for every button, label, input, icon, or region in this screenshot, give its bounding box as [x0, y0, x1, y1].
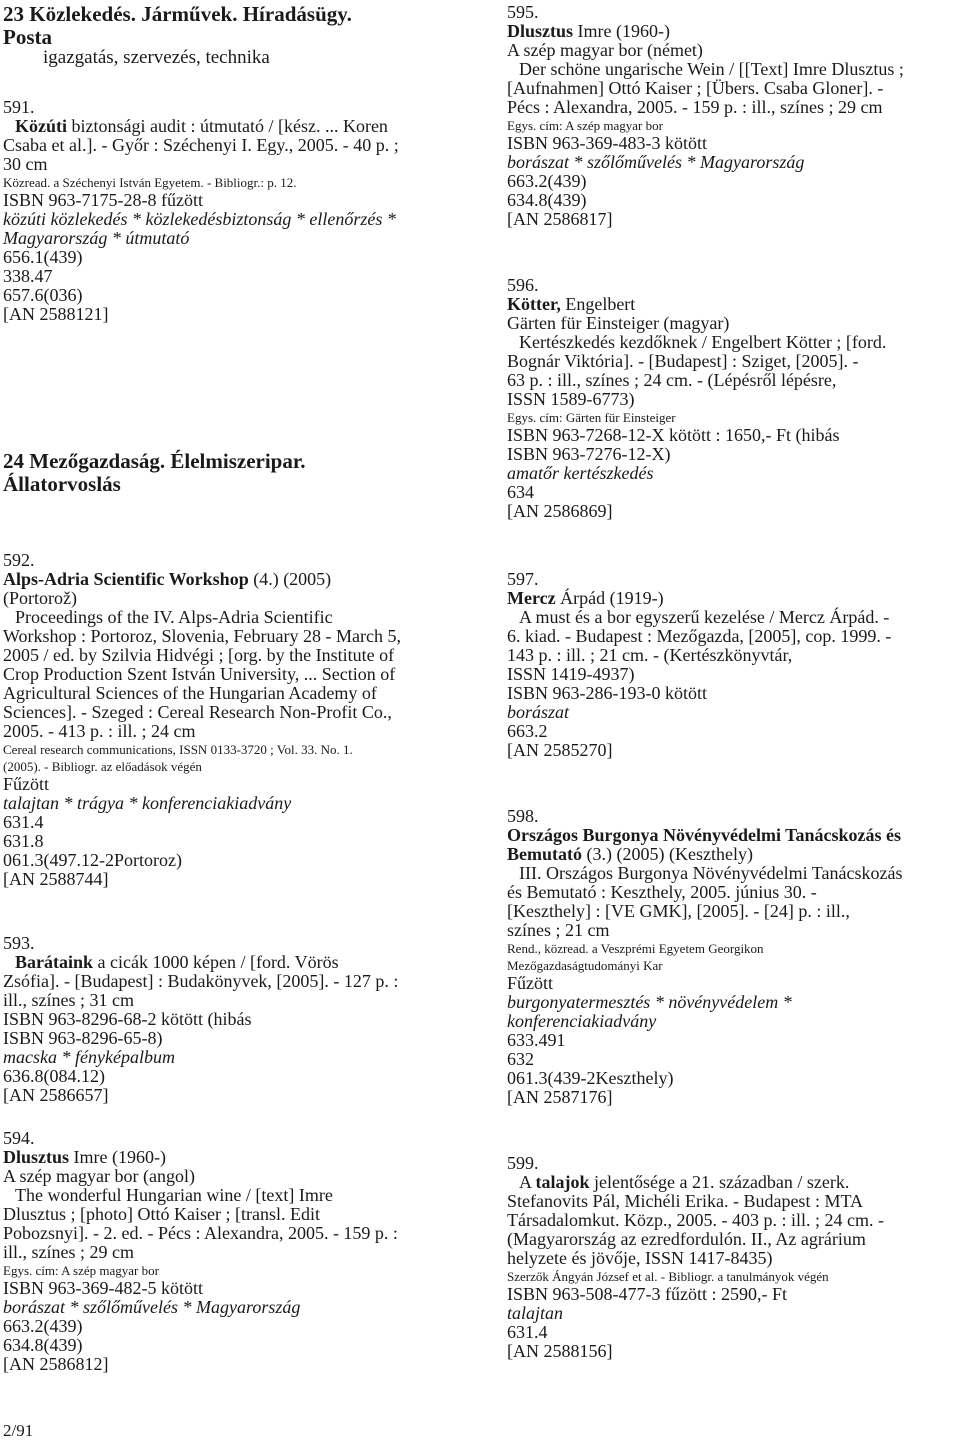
page-number: 2/91	[3, 1421, 34, 1440]
section-23-subtitle: igazgatás, szervezés, technika	[43, 47, 270, 68]
entry-isbn: ISBN 963-8296-68-2 kötött (hibás	[3, 1009, 252, 1029]
entry-udc: 634.8(439)	[507, 190, 587, 210]
entry-udc: 061.3(497.12-2Portoroz)	[3, 850, 182, 870]
entry-heading: Bemutató	[507, 844, 582, 864]
entry-udc: 663.2(439)	[507, 171, 587, 191]
entry-line: Proceedings of the IV. Alps-Adria Scientific	[15, 607, 333, 627]
entry-note: Egys. cím: A szép magyar bor	[3, 1263, 159, 1278]
entry-an: [AN 2585270]	[507, 740, 613, 760]
entry-udc: 634.8(439)	[3, 1335, 83, 1355]
entry-note: (2005). - Bibliogr. az előadások végén	[3, 759, 202, 774]
entry-udc: 663.2	[507, 721, 548, 741]
entry-line: és Bemutató : Keszthely, 2005. június 30. -	[507, 882, 817, 902]
entry-line: 2005. - 413 p. : ill. ; 24 cm	[3, 721, 196, 741]
entry-isbn: ISBN 963-7268-12-X kötött : 1650,- Ft (hibás	[507, 425, 840, 445]
entry-heading: Országos Burgonya Növényvédelmi Tanácskozás és	[507, 825, 902, 845]
entry-line: 63 p. : ill., színes ; 24 cm. - (Lépésről lépésre,	[507, 370, 837, 390]
entry-title-line: Dlusztus Imre (1960-)	[507, 21, 670, 41]
entry-udc: 632	[507, 1049, 534, 1069]
entry-an: [AN 2588744]	[3, 869, 109, 889]
entry-line: A szép magyar bor (angol)	[3, 1166, 195, 1186]
entry-line: Agricultural Sciences of the Hungarian Academy of	[3, 683, 377, 703]
entry-udc: 061.3(439-2Keszthely)	[507, 1068, 674, 1088]
entry-line: Csaba et al.]. - Győr : Széchenyi I. Egy., 2005. - 40 p. ;	[3, 135, 399, 155]
entry-line: Társadalomkut. Közp., 2005. - 403 p. : ill. ; 24 cm. -	[507, 1210, 884, 1230]
entry-line: ISSN 1419-4937)	[507, 664, 635, 684]
entry-598	[507, 807, 960, 1107]
entry-an: [AN 2587176]	[507, 1087, 613, 1107]
entry-592	[3, 551, 458, 889]
entry-isbn: ISBN 963-508-477-3 fűzött : 2590,- Ft	[507, 1284, 787, 1304]
entry-title-line: Kötter, Engelbert	[507, 294, 636, 314]
entry-binding: Fűzött	[3, 774, 50, 794]
entry-line: 6. kiad. - Budapest : Mezőgazda, [2005], cop. 1999. -	[507, 626, 892, 646]
section-24-title-line2: Állatorvoslás	[3, 472, 121, 496]
entry-line: [Aufnahmen] Ottó Kaiser ; [Übers. Csaba Gloner]. -	[507, 78, 884, 98]
entry-line: A szép magyar bor (német)	[507, 40, 703, 60]
entry-number: 596.	[507, 275, 539, 295]
entry-an: [AN 2586869]	[507, 501, 613, 521]
entry-udc: 634	[507, 482, 534, 502]
entry-binding: Fűzött	[507, 973, 554, 993]
entry-number: 593.	[3, 933, 35, 953]
entry-isbn: ISBN 963-369-483-3 kötött	[507, 133, 707, 153]
entry-line: Workshop : Portoroz, Slovenia, February 28 - March 5,	[3, 626, 401, 646]
entry-line: színes ; 21 cm	[507, 920, 610, 940]
entry-udc: 631.4	[507, 1322, 548, 1342]
entry-title-line: Alps-Adria Scientific Workshop (4.) (2005)	[3, 569, 332, 589]
entry-line: (Portorož)	[3, 588, 77, 608]
entry-heading: Alps-Adria Scientific Workshop	[3, 569, 249, 589]
entry-line: Pécs : Alexandra, 2005. - 159 p. : ill., színes ; 29 cm	[507, 97, 883, 117]
entry-title-line: Bemutató (3.) (2005) (Keszthely)	[507, 844, 753, 864]
entry-number: 597.	[507, 569, 539, 589]
entry-subjects: Magyarország * útmutató	[3, 228, 190, 248]
entry-udc: 631.4	[3, 812, 44, 832]
entry-an: [AN 2588121]	[3, 304, 109, 324]
entry-note: Egys. cím: Gärten für Einsteiger	[507, 410, 676, 425]
entry-591	[3, 98, 458, 324]
entry-an: [AN 2588156]	[507, 1341, 613, 1361]
entry-title-line: Mercz Árpád (1919-)	[507, 588, 664, 608]
entry-subjects: talajtan * trágya * konferenciakiadvány	[3, 793, 292, 813]
entry-an: [AN 2586812]	[3, 1354, 109, 1374]
entry-line: ill., színes ; 29 cm	[3, 1242, 134, 1262]
entry-line: Gärten für Einsteiger (magyar)	[507, 313, 730, 333]
entry-note: Cereal research communications, ISSN 0133-3720 ; Vol. 33. No. 1.	[3, 742, 353, 757]
entry-udc: 631.8	[3, 831, 44, 851]
entry-udc: 656.1(439)	[3, 247, 83, 267]
entry-heading: Dlusztus	[507, 21, 574, 41]
entry-593	[3, 934, 458, 1105]
entry-line: ISSN 1589-6773)	[507, 389, 635, 409]
section-23-title-line2: Posta	[3, 25, 52, 49]
entry-heading: Kötter,	[507, 294, 561, 314]
entry-title-line: Dlusztus Imre (1960-)	[3, 1147, 166, 1167]
entry-subjects: amatőr kertészkedés	[507, 463, 654, 483]
entry-udc: 338.47	[3, 266, 53, 286]
entry-subjects: borászat * szőlőművelés * Magyarország	[3, 1297, 301, 1317]
entry-udc: 633.491	[507, 1030, 566, 1050]
entry-line: Pobozsnyi]. - 2. ed. - Pécs : Alexandra, 2005. - 159 p. :	[3, 1223, 398, 1243]
entry-isbn: ISBN 963-369-482-5 kötött	[3, 1278, 203, 1298]
entry-line: ill., színes ; 31 cm	[3, 990, 134, 1010]
entry-line: (Magyarország az ezredfordulón. II., Az agrárium	[507, 1229, 866, 1249]
entry-an: [AN 2586817]	[507, 209, 613, 229]
entry-number: 595.	[507, 2, 539, 22]
entry-isbn: ISBN 963-286-193-0 kötött	[507, 683, 707, 703]
entry-number: 599.	[507, 1153, 539, 1173]
entry-line: III. Országos Burgonya Növényvédelmi Tanácskozás	[519, 863, 903, 883]
entry-note: Mezőgazdaságtudományi Kar	[507, 958, 663, 973]
entry-line: [Keszthely] : [VE GMK], [2005]. - [24] p. : ill.,	[507, 901, 850, 921]
entry-line: helyzete és jövője, ISSN 1417-8435)	[507, 1248, 773, 1268]
entry-subjects: macska * fényképalbum	[3, 1047, 175, 1067]
entry-udc: 657.6(036)	[3, 285, 83, 305]
entry-subjects: borászat * szőlőművelés * Magyarország	[507, 152, 805, 172]
entry-heading: Mercz	[507, 588, 556, 608]
entry-note: Közread. a Széchenyi István Egyetem. - Bibliogr.: p. 12.	[3, 175, 297, 190]
entry-an: [AN 2586657]	[3, 1085, 109, 1105]
entry-line: Crop Production Szent István University, ... Section of	[3, 664, 396, 684]
entry-number: 594.	[3, 1128, 35, 1148]
entry-heading: Dlusztus	[3, 1147, 70, 1167]
entry-heading: Közúti	[15, 116, 67, 136]
entry-number: 598.	[507, 806, 539, 826]
entry-596	[507, 276, 960, 521]
entry-line: 2005 / ed. by Szilvia Hidvégi ; [org. by the Institute of	[3, 645, 395, 665]
section-24-heading	[3, 450, 306, 496]
entry-title-line	[507, 826, 960, 845]
entry-number: 591.	[3, 97, 35, 117]
entry-isbn: ISBN 963-8296-65-8)	[3, 1028, 163, 1048]
entry-isbn: ISBN 963-7276-12-X)	[507, 444, 671, 464]
entry-line: Sciences]. - Szeged : Cereal Research Non-Profit Co.,	[3, 702, 392, 722]
entry-595	[507, 3, 960, 229]
entry-note: Szerzők Ángyán József et al. - Bibliogr. a tanulmányok végén	[507, 1269, 829, 1284]
section-24-title-line1: 24 Mezőgazdaság. Élelmiszeripar.	[3, 449, 306, 473]
entry-subjects: konferenciakiadvány	[507, 1011, 657, 1031]
entry-title-line: Közúti biztonsági audit : útmutató / [kész. ... Koren	[15, 116, 388, 136]
entry-title-line: A talajok jelentősége a 21. században / szerk.	[519, 1172, 850, 1192]
entry-line: A must és a bor egyszerű kezelése / Mercz Árpád. -	[519, 607, 890, 627]
entry-heading: talajok	[535, 1172, 590, 1192]
entry-subjects: talajtan	[507, 1303, 564, 1323]
entry-note: Egys. cím: A szép magyar bor	[507, 118, 663, 133]
entry-title-line: Barátaink a cicák 1000 képen / [ford. Vörös	[15, 952, 339, 972]
section-23-title-line1: 23 Közlekedés. Járművek. Híradásügy.	[3, 2, 352, 26]
section-23-heading	[3, 3, 352, 49]
entry-597	[507, 570, 960, 760]
entry-udc: 636.8(084.12)	[3, 1066, 105, 1086]
entry-line: Zsófia]. - [Budapest] : Budakönyvek, [2005]. - 127 p. :	[3, 971, 399, 991]
entry-line: Stefanovits Pál, Michéli Erika. - Budapest : MTA	[507, 1191, 864, 1211]
entry-number: 592.	[3, 550, 35, 570]
entry-subjects: közúti közlekedés * közlekedésbiztonság * ellenőrzés *	[3, 209, 396, 229]
entry-line: 143 p. : ill. ; 21 cm. - (Kertészkönyvtár,	[507, 645, 793, 665]
entry-line: 30 cm	[3, 154, 48, 174]
entry-line: Dlusztus ; [photo] Ottó Kaiser ; [transl. Edit	[3, 1204, 320, 1224]
entry-line: Der schöne ungarische Wein / [[Text] Imre Dlusztus ;	[519, 59, 904, 79]
entry-599	[507, 1154, 960, 1361]
entry-isbn: ISBN 963-7175-28-8 fűzött	[3, 190, 203, 210]
entry-line: The wonderful Hungarian wine / [text] Imre	[15, 1185, 333, 1205]
entry-line: Bognár Viktória]. - [Budapest] : Sziget, [2005]. -	[507, 351, 859, 371]
entry-594	[3, 1129, 458, 1374]
entry-line: Kertészkedés kezdőknek / Engelbert Kötter ; [ford.	[519, 332, 887, 352]
entry-subjects: borászat	[507, 702, 570, 722]
entry-udc: 663.2(439)	[3, 1316, 83, 1336]
entry-heading: Barátaink	[15, 952, 94, 972]
entry-subjects: burgonyatermesztés * növényvédelem *	[507, 992, 792, 1012]
entry-note: Rend., közread. a Veszprémi Egyetem Georgikon	[507, 941, 764, 956]
